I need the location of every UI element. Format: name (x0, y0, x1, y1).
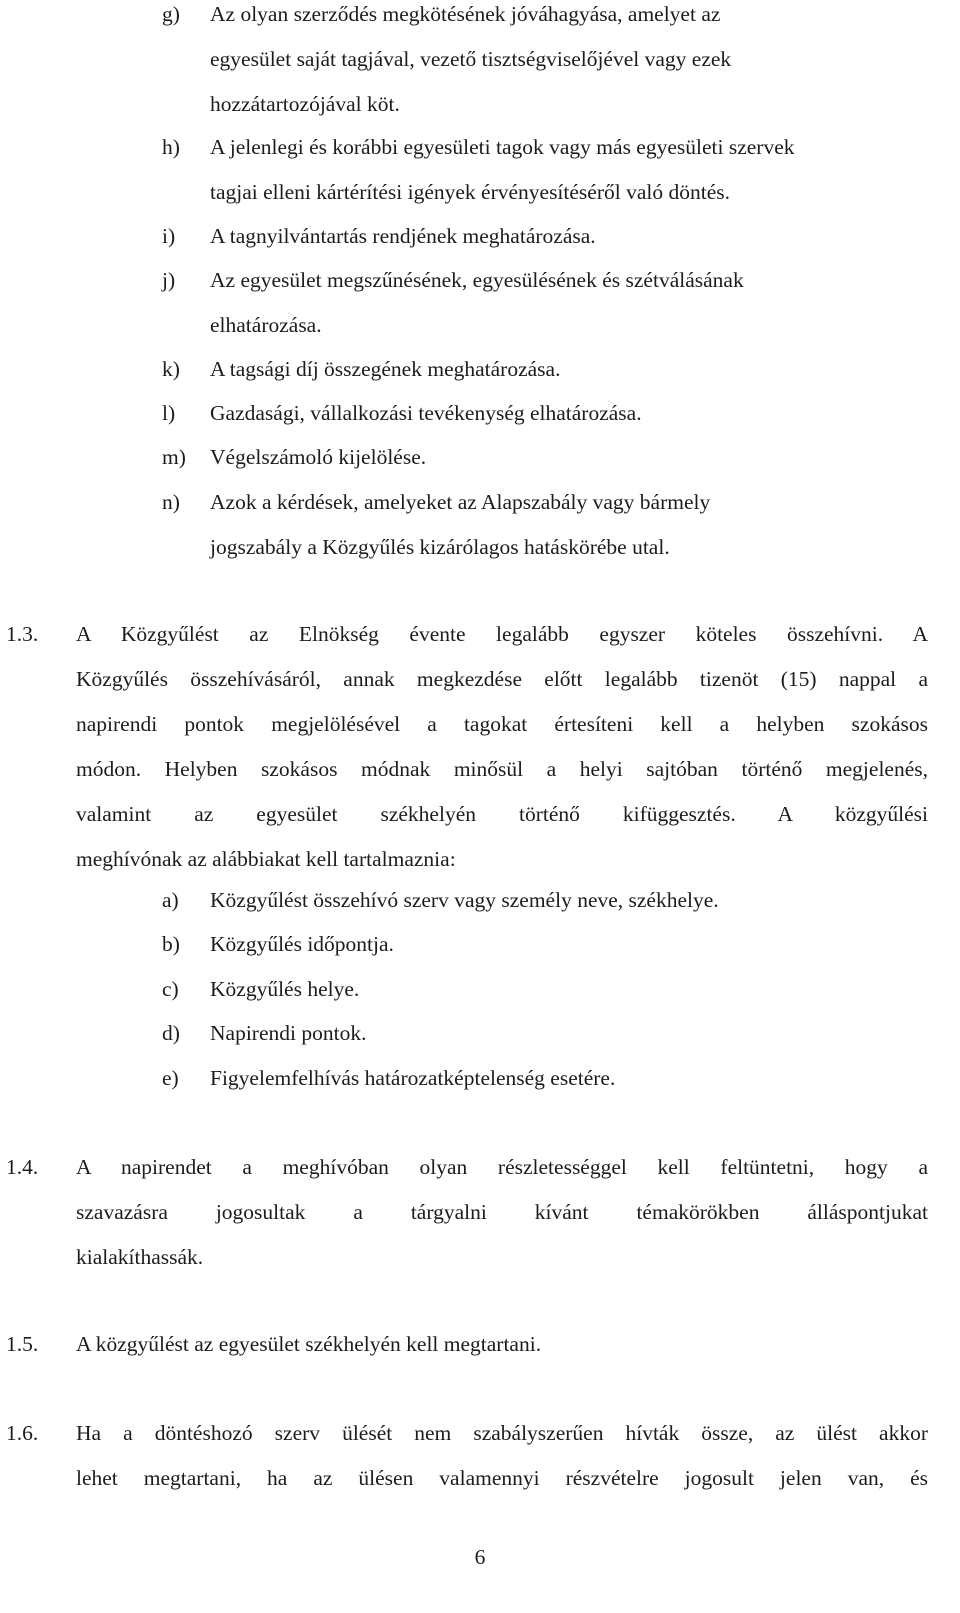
text-line: A tagnyilvántartás rendjének meghatározása. (210, 224, 596, 248)
text-line: valamint az egyesület székhelyén történő kifüggesztés. A közgyűlési (76, 802, 928, 826)
text-line: A napirendet a meghívóban olyan részletességgel kell feltüntetni, hogy a (76, 1155, 928, 1179)
list-marker: c) (162, 977, 179, 1001)
list-marker: l) (162, 401, 176, 425)
text-line: egyesület saját tagjával, vezető tisztségviselőjével vagy ezek (210, 47, 732, 71)
section-body (76, 1411, 928, 1501)
text-line: szavazásra jogosultak a tárgyalni kívánt témakörökben álláspontjukat (76, 1200, 928, 1224)
list-marker: h) (162, 135, 180, 159)
text-line: Az egyesület megszűnésének, egyesülésének és szétválásának (210, 268, 744, 292)
text-line: kialakíthassák. (76, 1245, 204, 1269)
list-marker: b) (162, 932, 180, 956)
list-marker: m) (162, 445, 186, 469)
text-line: A Közgyűlést az Elnökség évente legalább egyszer köteles összehívni. A (76, 622, 928, 646)
section-body (76, 1322, 928, 1367)
list-marker: j) (162, 268, 176, 292)
text-line: Az olyan szerződés megkötésének jóváhagyása, amelyet az (210, 2, 721, 26)
text-line: Napirendi pontok. (210, 1021, 367, 1045)
text-line: Közgyűlés összehívásáról, annak megkezdése előtt legalább tizenöt (15) nappal a (76, 667, 928, 691)
text-line: Közgyűlés helye. (210, 977, 360, 1001)
text-line: Figyelemfelhívás határozatképtelenség esetére. (210, 1066, 616, 1090)
list-item-text (210, 347, 910, 392)
list-item-text (210, 922, 910, 967)
text-line: Gazdasági, vállalkozási tevékenység elhatározása. (210, 401, 642, 425)
text-line: Közgyűlést összehívó szerv vagy személy neve, székhelye. (210, 888, 719, 912)
list-item-text (210, 435, 910, 480)
text-line: jogszabály a Közgyűlés kizárólagos hatáskörébe utal. (210, 535, 670, 559)
list-item-text (210, 391, 910, 436)
text-line: lehet megtartani, ha az ülésen valamennyi részvételre jogosult jelen van, és (76, 1466, 928, 1490)
text-line: A közgyűlést az egyesület székhelyén kell megtartani. (76, 1332, 542, 1356)
list-item-text (210, 878, 910, 923)
text-line: módon. Helyben szokásos módnak minősül a helyi sajtóban történő megjelenés, (76, 757, 928, 781)
text-line: A tagsági díj összegének meghatározása. (210, 357, 561, 381)
list-item-text (210, 0, 910, 127)
list-marker: e) (162, 1066, 179, 1090)
list-item-text (210, 967, 910, 1012)
text-line: meghívónak az alábbiakat kell tartalmaznia: (76, 847, 456, 871)
text-line: hozzátartozójával köt. (210, 92, 400, 116)
text-line: Ha a döntéshozó szerv ülését nem szabályszerűen hívták össze, az ülést akkor (76, 1421, 928, 1445)
text-line: elhatározása. (210, 313, 322, 337)
text-line: tagjai elleni kártérítési igények érvényesítéséről való döntés. (210, 180, 730, 204)
section-number: 1.3. (6, 622, 39, 646)
section-number: 1.5. (6, 1332, 39, 1356)
section-body (76, 612, 928, 882)
page-number: 6 (474, 1545, 486, 1569)
section-body (76, 1145, 928, 1280)
list-item-text (210, 258, 910, 348)
list-marker: d) (162, 1021, 180, 1045)
list-marker: a) (162, 888, 179, 912)
list-item-text (210, 1056, 910, 1101)
section-number: 1.6. (6, 1421, 39, 1445)
text-line: Azok a kérdések, amelyeket az Alapszabály vagy bármely (210, 490, 711, 514)
text-line: Végelszámoló kijelölése. (210, 445, 427, 469)
list-marker: n) (162, 490, 180, 514)
list-item-text (210, 125, 910, 215)
list-item-text (210, 214, 910, 259)
list-item-text (210, 480, 910, 570)
text-line: A jelenlegi és korábbi egyesületi tagok vagy más egyesületi szervek (210, 135, 795, 159)
text-line: Közgyűlés időpontja. (210, 932, 394, 956)
list-marker: k) (162, 357, 180, 381)
text-line: napirendi pontok megjelölésével a tagokat értesíteni kell a helyben szokásos (76, 712, 928, 736)
list-item-text (210, 1011, 910, 1056)
section-number: 1.4. (6, 1155, 39, 1179)
list-marker: g) (162, 2, 180, 26)
list-marker: i) (162, 224, 176, 248)
